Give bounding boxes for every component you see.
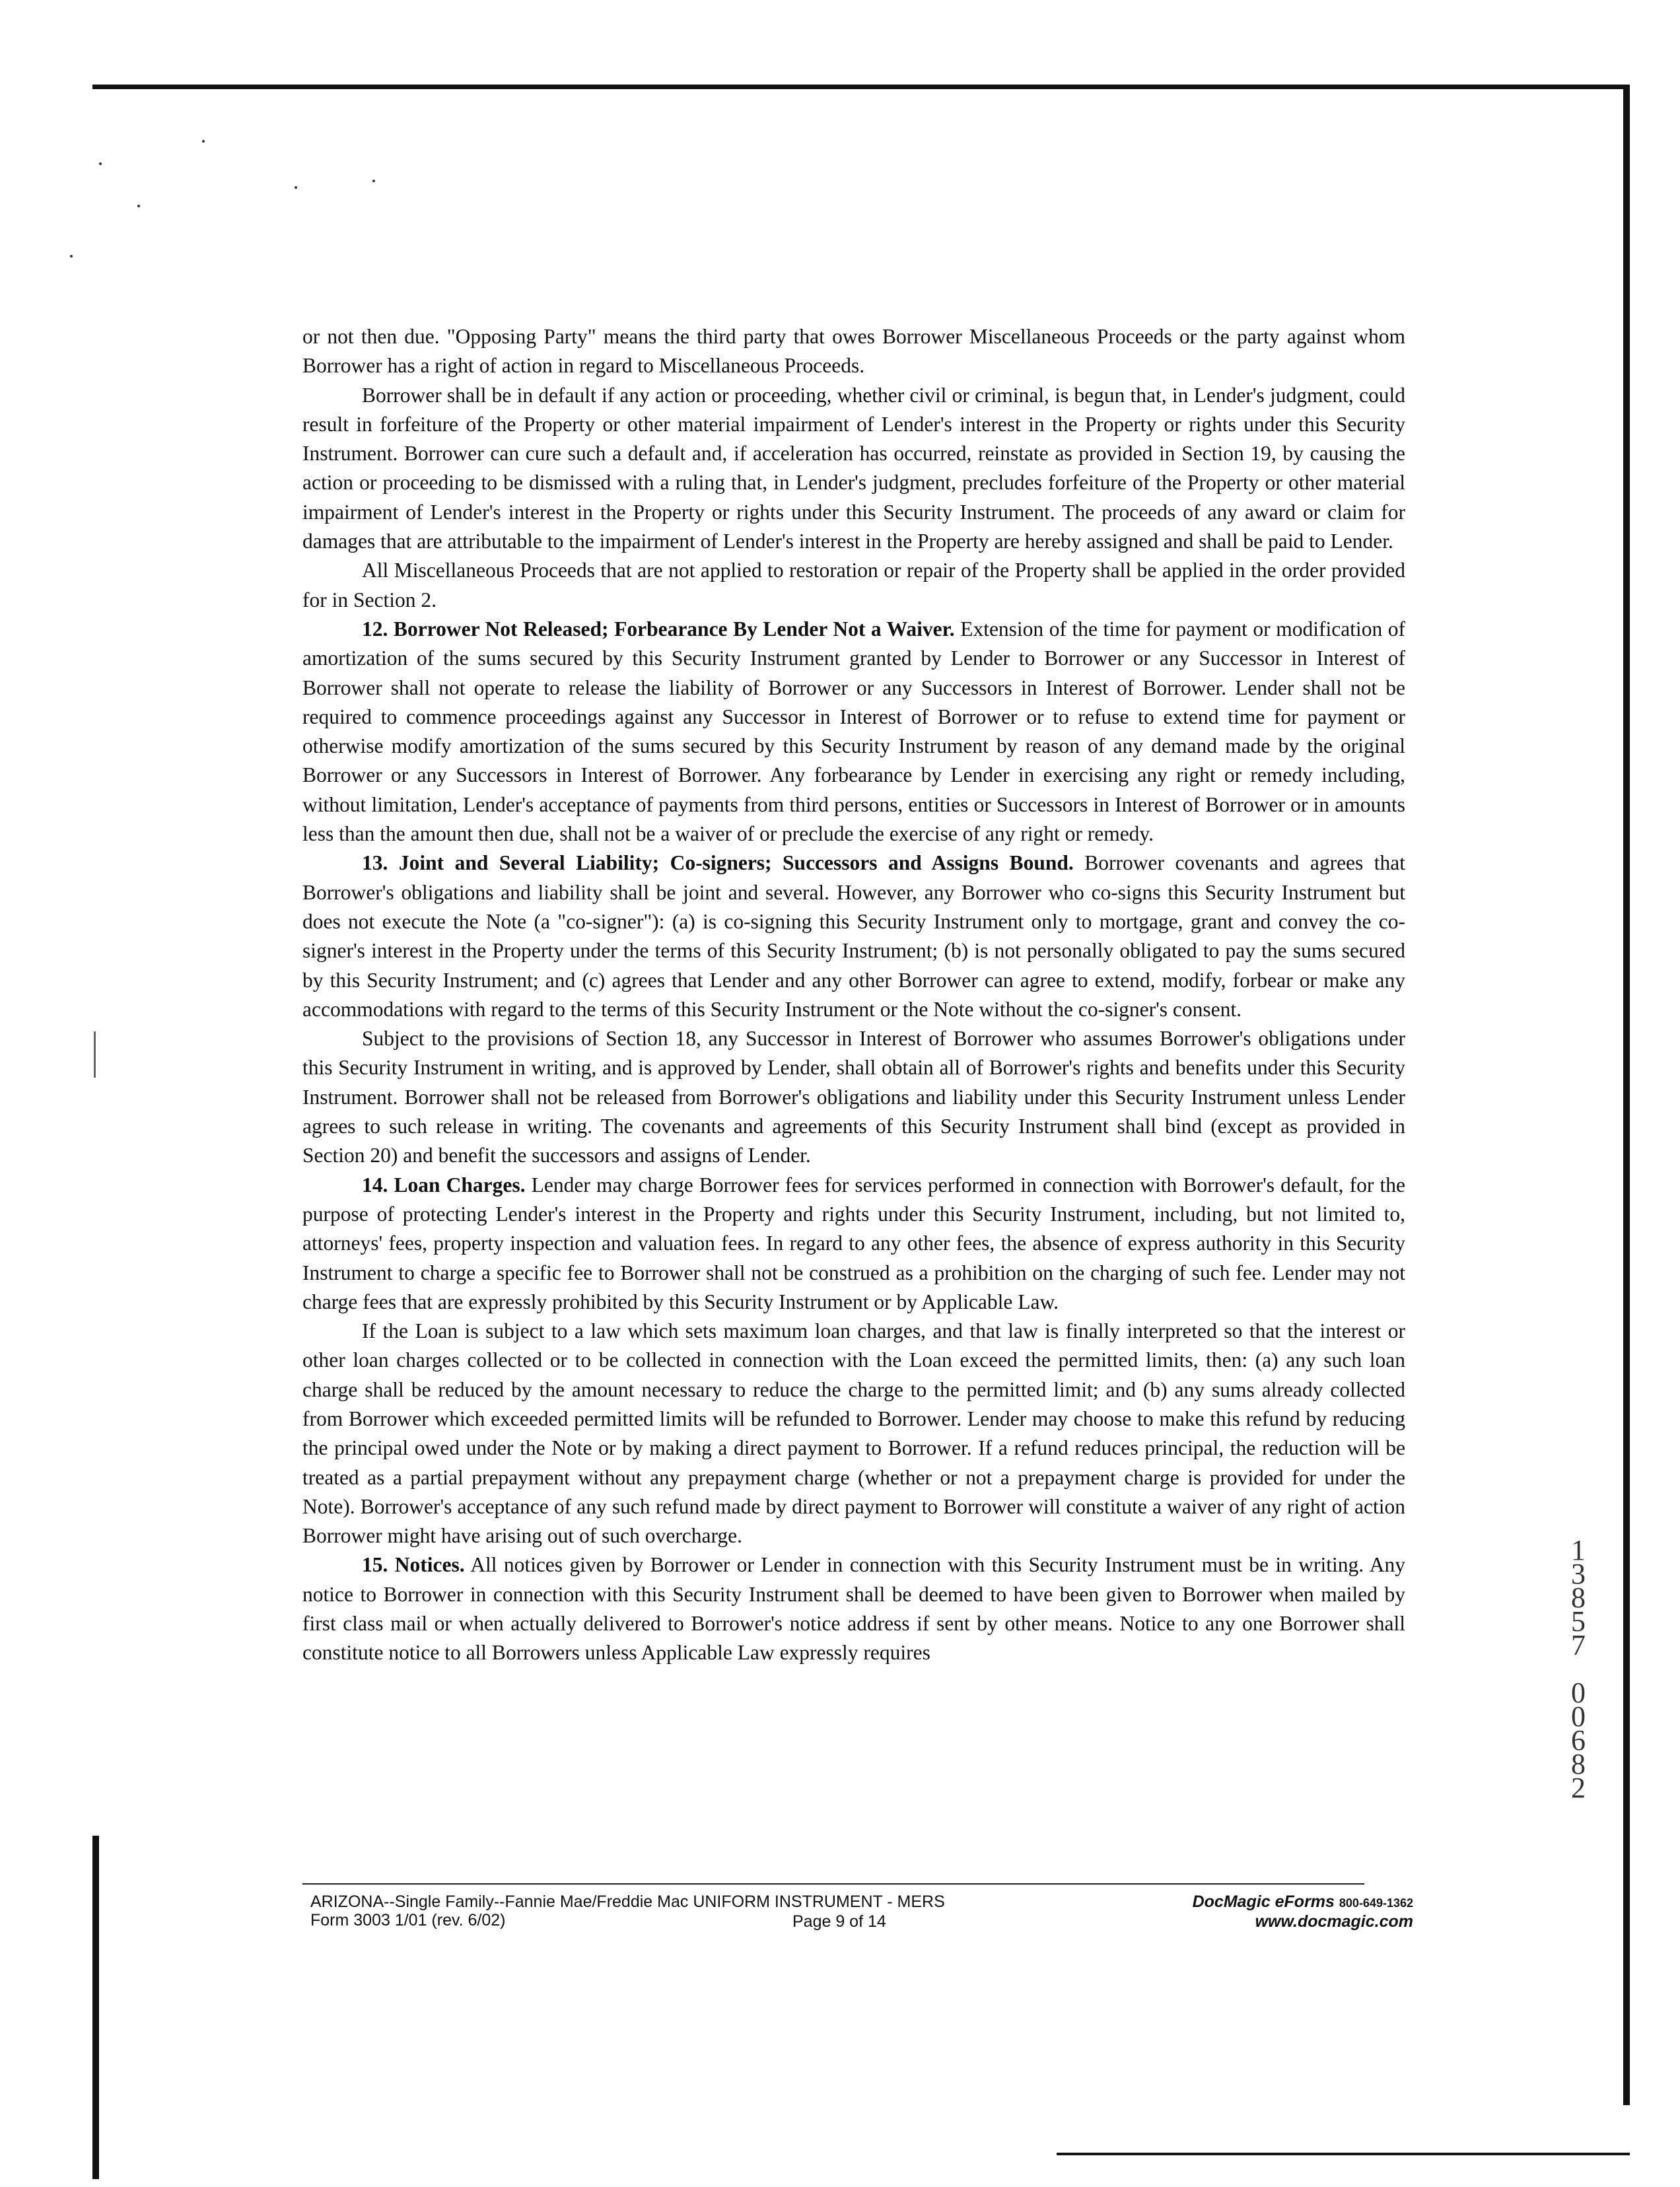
scan-speck bbox=[295, 186, 297, 189]
footer-left bbox=[310, 1892, 1169, 1929]
side-stamp bbox=[1565, 1534, 1592, 1804]
margin-mark bbox=[94, 1031, 96, 1078]
paragraph bbox=[302, 615, 1405, 849]
paragraph-text: All Miscellaneous Proceeds that are not applied to restoration or repair of the Property shall be applied in the order provided for in Section 2. bbox=[302, 559, 1405, 611]
stamp-part-1: 13857 bbox=[1571, 1534, 1586, 1661]
top-border-rule bbox=[92, 85, 1630, 89]
section-heading: 14. Loan Charges. bbox=[362, 1173, 526, 1197]
paragraph-text: or not then due. "Opposing Party" means the third party that owes Borrower Miscellaneous Proceeds or the party against whom Borrower has a right of action in regard to Miscellaneous Proceeds. bbox=[302, 325, 1405, 378]
scan-speck bbox=[372, 180, 375, 182]
bottom-border-rule bbox=[1057, 2153, 1630, 2155]
form-title: ARIZONA--Single Family--Fannie Mae/Freddie Mac UNIFORM INSTRUMENT - MERS bbox=[310, 1892, 945, 1911]
scan-speck bbox=[70, 255, 73, 258]
stamp-part-2: 00682 bbox=[1571, 1677, 1586, 1804]
paragraph-text: Extension of the time for payment or modification of amortization of the sums secured by this Security Instrument granted by Lender to Borrower or any Successor in Interest of Borrower shall not operate to release the liability of Borrower or any Successors in Interest of Borrower. Lender shall not be required to commence proceedings against any Successor in Interest of Borrower or to refuse to extend time for payment or otherwise modify amortization of the sums secured by this Security Instrument by reason of any demand made by the original Borrower or any Successors in Interest of Borrower. Any forbearance by Lender in exercising any right or remedy including, without limitation, Lender's acceptance of payments from third persons, entities or Successors in Interest of Borrower or in amounts less than the amount then due, shall not be a waiver of or preclude the exercise of any right or remedy. bbox=[302, 617, 1405, 846]
right-border-rule bbox=[1623, 85, 1630, 2105]
section-heading: 15. Notices. bbox=[362, 1553, 465, 1577]
vendor-url: www.docmagic.com bbox=[1255, 1912, 1413, 1931]
paragraph-text: Subject to the provisions of Section 18, any Successor in Interest of Borrower who assumes Borrower's obligations under this Security Instrument in writing, and is approved by Lender, shall obtain all of Borrower's rights and benefits under this Security Instrument. Borrower shall not be released from Borrower's obligations and liability under this Security Instrument unless Lender agrees to such release in writing. The covenants and agreements of this Security Instrument shall bind (except as provided in Section 20) and benefit the successors and assigns of Lender. bbox=[302, 1027, 1405, 1167]
paragraph bbox=[302, 849, 1405, 1024]
paragraph-text: Borrower shall be in default if any action or proceeding, whether civil or criminal, is begun that, in Lender's judgment, could result in forfeiture of the Property or other material impairment of Lender's interest in the Property or rights under this Security Instrument. Borrower can cure such a default and, if acceleration has occurred, reinstate as provided in Section 19, by causing the action or proceeding to be dismissed with a ruling that, in Lender's judgment, precludes forfeiture of the Property or other material impairment of Lender's interest in the Property or rights under this Security Instrument. The proceeds of any award or claim for damages that are attributable to the impairment of Lender's interest in the Property are hereby assigned and shall be paid to Lender. bbox=[302, 383, 1405, 553]
paragraph bbox=[302, 381, 1405, 557]
paragraph bbox=[302, 556, 1405, 615]
paragraph bbox=[302, 1024, 1405, 1170]
section-heading: 13. Joint and Several Liability; Co-signers; Successors and Assigns Bound. bbox=[362, 851, 1074, 875]
vendor-phone: 800-649-1362 bbox=[1339, 1896, 1413, 1910]
document-body bbox=[302, 322, 1405, 1668]
footer-right bbox=[1123, 1892, 1413, 1931]
paragraph-text: All notices given by Borrower or Lender in connection with this Security Instrument must be in writing. Any notice to Borrower in connection with this Security Instrument shall be deemed to have been given to Borrower when mailed by first class mail or when actually delivered to Borrower's notice address if sent by other means. Notice to any one Borrower shall constitute notice to all Borrowers unless Applicable Law expressly requires bbox=[302, 1553, 1405, 1665]
page-number: Page 9 of 14 bbox=[792, 1912, 886, 1931]
left-border-rule bbox=[92, 1836, 99, 2179]
paragraph-text: Borrower covenants and agrees that Borrower's obligations and liability shall be joint and several. However, any Borrower who co-signs this Security Instrument but does not execute the Note (a "co-signer"): (a) is co-signing this Security Instrument only to mortgage, grant and convey the co-signer's interest in the Property under the terms of this Security Instrument; (b) is not personally obligated to pay the sums secured by this Security Instrument; and (c) agrees that Lender and any other Borrower can agree to extend, modify, forbear or make any accommodations with regard to the terms of this Security Instrument or the Note without the co-signer's consent. bbox=[302, 851, 1406, 1021]
scan-speck bbox=[202, 140, 205, 143]
vendor-logo: DocMagic eForms bbox=[1192, 1892, 1335, 1911]
scan-speck bbox=[99, 162, 102, 165]
paragraph-text: If the Loan is subject to a law which sets maximum loan charges, and that law is finally interpreted so that the interest or other loan charges collected or to be collected in connection with the Loan exceed the permitted limits, then: (a) any such loan charge shall be reduced by the amount necessary to reduce the charge to the permitted limit; and (b) any sums already collected from Borrower which exceeded permitted limits will be refunded to Borrower. Lender may choose to make this refund by reducing the principal owed under the Note or by making a direct payment to Borrower. If a refund reduces principal, the reduction will be treated as a partial prepayment without any prepayment charge (whether or not a prepayment charge is provided for under the Note). Borrower's acceptance of any such refund made by direct payment to Borrower will constitute a waiver of any right of action Borrower might have arising out of such overcharge. bbox=[302, 1319, 1405, 1548]
form-number: Form 3003 1/01 (rev. 6/02) bbox=[310, 1911, 506, 1929]
paragraph bbox=[302, 1550, 1405, 1667]
footer-rule bbox=[302, 1883, 1364, 1885]
paragraph bbox=[302, 1171, 1405, 1317]
paragraph bbox=[302, 1317, 1405, 1550]
section-heading: 12. Borrower Not Released; Forbearance By Lender Not a Waiver. bbox=[362, 617, 955, 641]
paragraph-text: Lender may charge Borrower fees for services performed in connection with Borrower's default, for the purpose of protecting Lender's interest in the Property and rights under this Security Instrument, including, but not limited to, attorneys' fees, property inspection and valuation fees. In regard to any other fees, the absence of express authority in this Security Instrument to charge a specific fee to Borrower shall not be construed as a prohibition on the charging of such fee. Lender may not charge fees that are expressly prohibited by this Security Instrument or by Applicable Law. bbox=[302, 1173, 1405, 1313]
paragraph bbox=[302, 322, 1405, 381]
scan-speck bbox=[137, 205, 140, 207]
